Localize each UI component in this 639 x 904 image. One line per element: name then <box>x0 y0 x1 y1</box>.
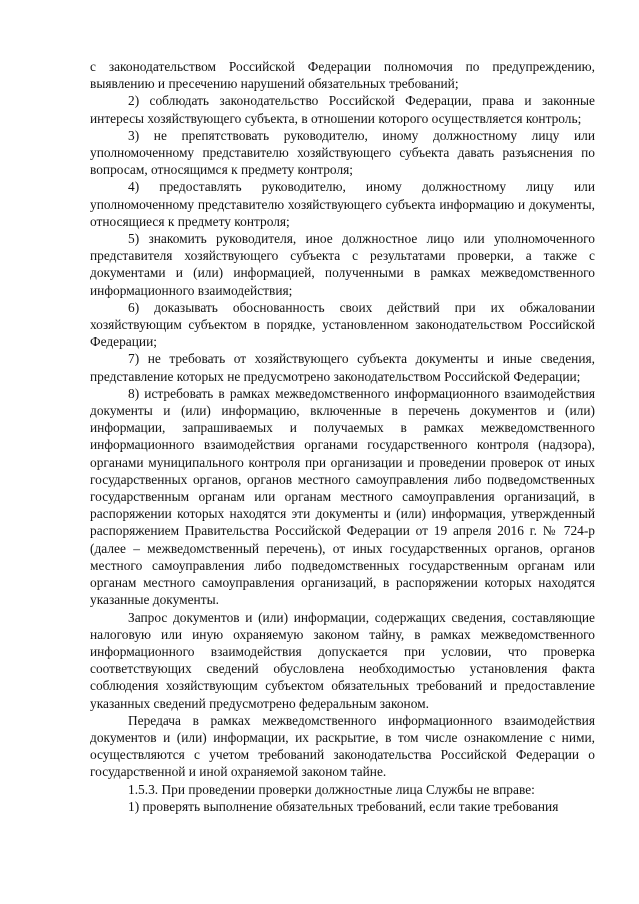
paragraph-item-5: 5) знакомить руководителя, иное должностное лицо или уполномоченного представителя хозяйствующего субъекта с результатами проверки, а также с документами и (или) информацией, полученными в рамках межведомственного информационного взаимодействия; <box>90 231 595 298</box>
document-page <box>90 58 595 815</box>
paragraph-continuation: с законодательством Российской Федерации полномочия по предупреждению, выявлению и пресечению нарушений обязательных требований; <box>90 59 595 92</box>
paragraph-transfer-documents: Передача в рамках межведомственного информационного взаимодействия документов и (или) информации, их раскрытие, в том числе ознакомление с ними, осуществляются с учетом требований законодательства Российской Федерации о государственной и иной охраняемой законом тайне. <box>90 712 595 780</box>
paragraph-item-3: 3) не препятствовать руководителю, иному должностному лицу или уполномоченному представителю хозяйствующего субъекта давать разъяснения по вопросам, относящимся к предмету контроля; <box>90 127 595 178</box>
paragraph-item-7: 7) не требовать от хозяйствующего субъекта документы и иные сведения, представление которых не предусмотрено законодательством Российской Федерации; <box>90 351 595 384</box>
paragraph-item-6: 6) доказывать обоснованность своих действий при их обжаловании хозяйствующим субъектом в порядке, установленном законодательством Российской Федерации; <box>90 299 595 350</box>
paragraph-item-8: 8) истребовать в рамках межведомственного информационного взаимодействия документы и (или) информацию, включенные в перечень документов и (или) информации, запрашиваемых и получаемых в рамках межведомственного информационного взаимодействия органами государственного контроля (надзора), органами муниципального контроля при организации и проведении проверок от иных государственных органов, органов местного самоуправления либо подведомственных государственным органам или органам местного самоуправления организаций, в распоряжении которых находятся эти документы и (или) информация, утвержденный распоряжением Правительства Российской Федерации от 19 апреля 2016 г. № 724-р (далее – межведомственный перечень), от иных государственных органов, органов местного самоуправления либо подведомственных государственным органам или органам местного самоуправления организаций, в распоряжении которых находятся указанные документы. <box>90 385 595 608</box>
paragraph-item-4: 4) предоставлять руководителю, иному должностному лицу или уполномоченному представителю хозяйствующего субъекта информацию и документы, относящиеся к предмету контроля; <box>90 179 595 229</box>
paragraph-item-2: 2) соблюдать законодательство Российской Федерации, права и законные интересы хозяйствующего субъекта, в отношении которого осуществляется контроль; <box>90 93 595 126</box>
paragraph-item-1-prohibited: 1) проверять выполнение обязательных требований, если такие требования <box>128 798 559 814</box>
section-heading-1-5-3: 1.5.3. При проведении проверки должностные лица Службы не вправе: <box>128 781 535 797</box>
paragraph-request-documents: Запрос документов и (или) информации, содержащих сведения, составляющие налоговую или иную охраняемую законом тайну, в рамках межведомственного информационного взаимодействия допускается при условии, что проверка соответствующих сведений обусловлена необходимостью установления факта соблюдения хозяйствующим субъектом обязательных требований и предоставление указанных сведений предусмотрено федеральным законом. <box>90 609 595 711</box>
